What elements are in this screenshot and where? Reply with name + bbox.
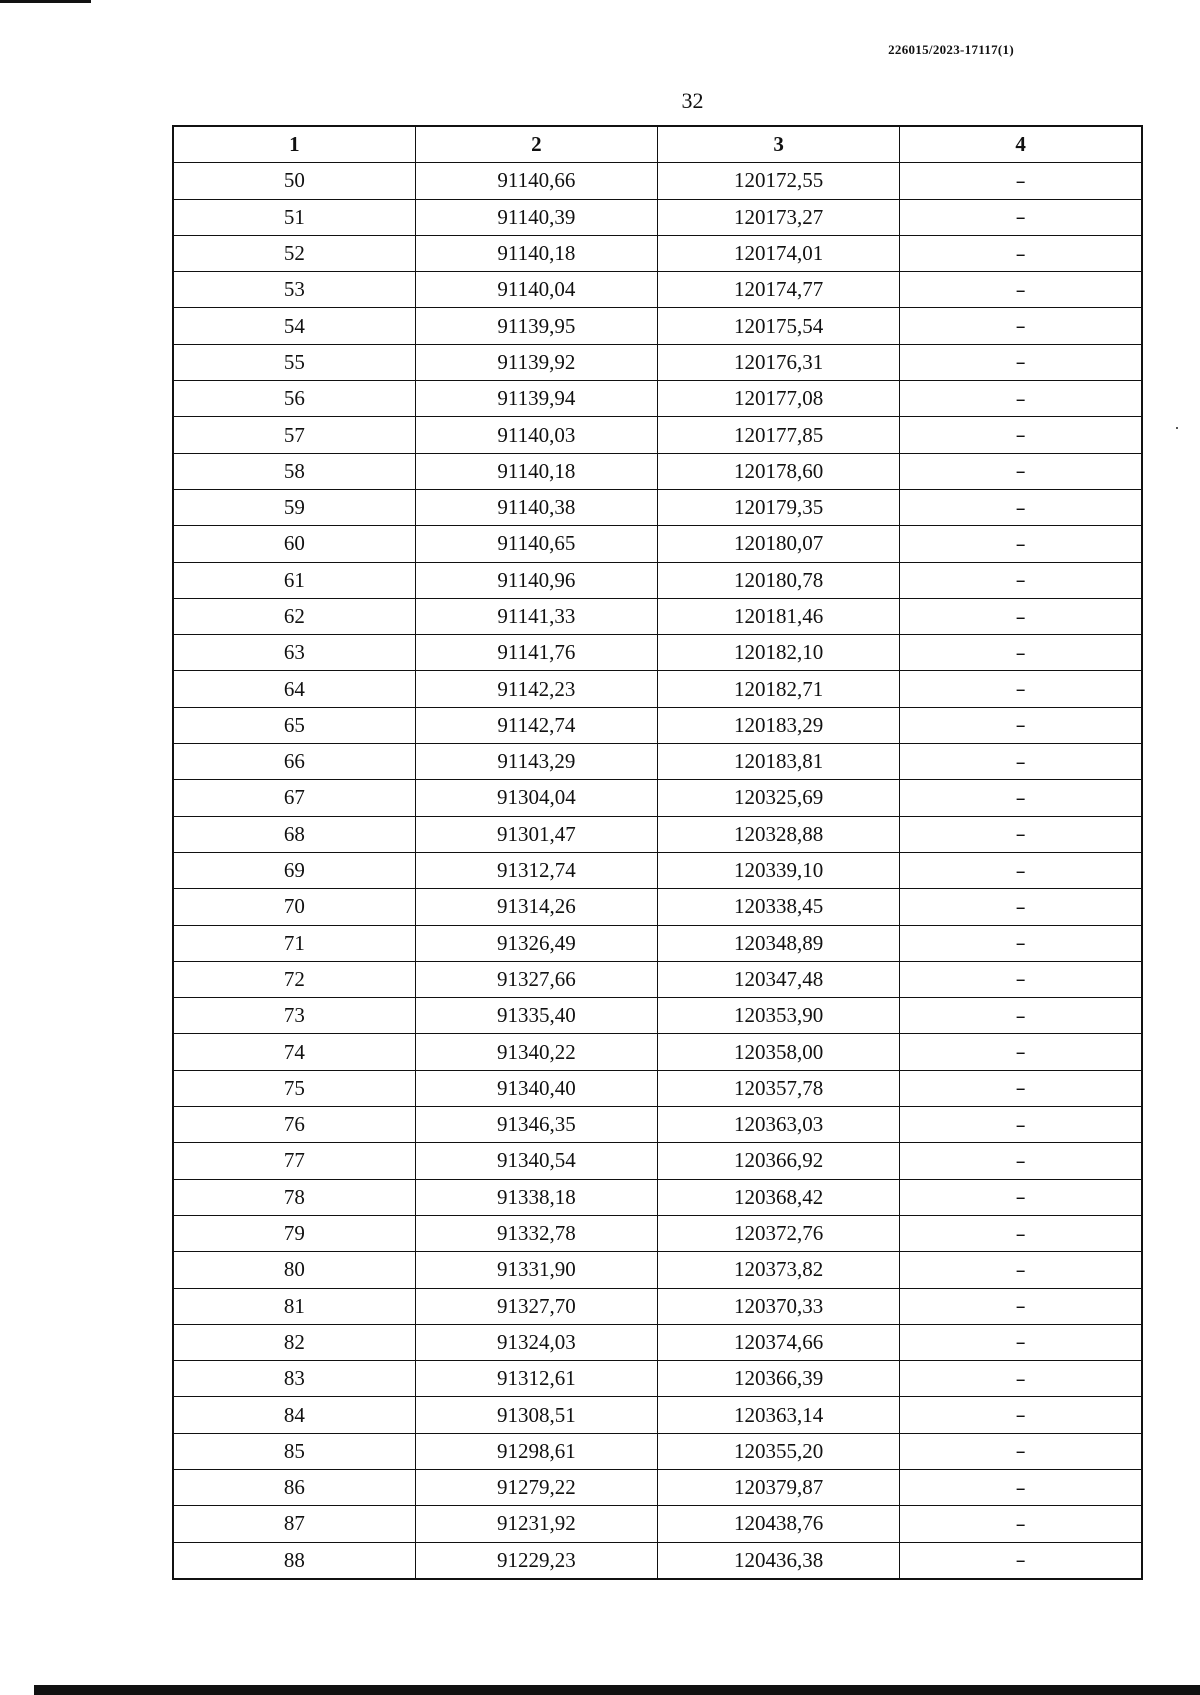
table-row [173, 1252, 1142, 1288]
point-number-cell: 56 [173, 381, 415, 417]
point-number-cell: 55 [173, 344, 415, 380]
x-coordinate-cell: 91324,03 [415, 1324, 657, 1360]
note-cell: – [900, 489, 1142, 525]
note-cell: – [900, 1506, 1142, 1542]
table-row [173, 744, 1142, 780]
point-number-cell: 67 [173, 780, 415, 816]
y-coordinate-cell: 120183,29 [658, 707, 900, 743]
y-coordinate-cell: 120328,88 [658, 816, 900, 852]
note-cell: – [900, 235, 1142, 271]
point-number-cell: 70 [173, 889, 415, 925]
header-row [173, 126, 1142, 163]
note-cell: – [900, 1324, 1142, 1360]
column-header-1: 1 [173, 126, 415, 163]
x-coordinate-cell: 91346,35 [415, 1107, 657, 1143]
table-row [173, 889, 1142, 925]
table-row [173, 852, 1142, 888]
note-cell: – [900, 598, 1142, 634]
x-coordinate-cell: 91331,90 [415, 1252, 657, 1288]
point-number-cell: 81 [173, 1288, 415, 1324]
point-number-cell: 75 [173, 1070, 415, 1106]
point-number-cell: 50 [173, 163, 415, 199]
x-coordinate-cell: 91314,26 [415, 889, 657, 925]
y-coordinate-cell: 120438,76 [658, 1506, 900, 1542]
point-number-cell: 79 [173, 1215, 415, 1251]
y-coordinate-cell: 120357,78 [658, 1070, 900, 1106]
note-cell: – [900, 744, 1142, 780]
x-coordinate-cell: 91139,94 [415, 381, 657, 417]
note-cell: – [900, 562, 1142, 598]
note-cell: – [900, 308, 1142, 344]
point-number-cell: 77 [173, 1143, 415, 1179]
table-row [173, 417, 1142, 453]
point-number-cell: 72 [173, 961, 415, 997]
y-coordinate-cell: 120366,92 [658, 1143, 900, 1179]
x-coordinate-cell: 91231,92 [415, 1506, 657, 1542]
note-cell: – [900, 1433, 1142, 1469]
x-coordinate-cell: 91312,61 [415, 1361, 657, 1397]
note-cell: – [900, 889, 1142, 925]
point-number-cell: 82 [173, 1324, 415, 1360]
y-coordinate-cell: 120183,81 [658, 744, 900, 780]
scan-corner-mark [0, 0, 91, 3]
x-coordinate-cell: 91308,51 [415, 1397, 657, 1433]
table-row [173, 707, 1142, 743]
y-coordinate-cell: 120368,42 [658, 1179, 900, 1215]
y-coordinate-cell: 120174,77 [658, 272, 900, 308]
x-coordinate-cell: 91141,33 [415, 598, 657, 634]
x-coordinate-cell: 91279,22 [415, 1469, 657, 1505]
point-number-cell: 66 [173, 744, 415, 780]
note-cell: – [900, 961, 1142, 997]
note-cell: – [900, 1034, 1142, 1070]
note-cell: – [900, 1469, 1142, 1505]
table-row [173, 344, 1142, 380]
table-row [173, 816, 1142, 852]
note-cell: – [900, 1179, 1142, 1215]
note-cell: – [900, 163, 1142, 199]
y-coordinate-cell: 120182,71 [658, 671, 900, 707]
x-coordinate-cell: 91335,40 [415, 998, 657, 1034]
note-cell: – [900, 925, 1142, 961]
x-coordinate-cell: 91140,38 [415, 489, 657, 525]
point-number-cell: 88 [173, 1542, 415, 1579]
x-coordinate-cell: 91140,66 [415, 163, 657, 199]
y-coordinate-cell: 120180,07 [658, 526, 900, 562]
note-cell: – [900, 417, 1142, 453]
table-row [173, 1034, 1142, 1070]
point-number-cell: 60 [173, 526, 415, 562]
y-coordinate-cell: 120374,66 [658, 1324, 900, 1360]
table-row [173, 671, 1142, 707]
note-cell: – [900, 1288, 1142, 1324]
x-coordinate-cell: 91140,18 [415, 235, 657, 271]
note-cell: – [900, 453, 1142, 489]
note-cell: – [900, 381, 1142, 417]
point-number-cell: 74 [173, 1034, 415, 1070]
table-row [173, 1179, 1142, 1215]
point-number-cell: 86 [173, 1469, 415, 1505]
note-cell: – [900, 1215, 1142, 1251]
point-number-cell: 64 [173, 671, 415, 707]
table-row [173, 1433, 1142, 1469]
table-row [173, 1469, 1142, 1505]
point-number-cell: 85 [173, 1433, 415, 1469]
table-row [173, 961, 1142, 997]
point-number-cell: 80 [173, 1252, 415, 1288]
note-cell: – [900, 635, 1142, 671]
table-row [173, 235, 1142, 271]
note-cell: – [900, 780, 1142, 816]
y-coordinate-cell: 120338,45 [658, 889, 900, 925]
table-row [173, 381, 1142, 417]
x-coordinate-cell: 91340,40 [415, 1070, 657, 1106]
y-coordinate-cell: 120339,10 [658, 852, 900, 888]
x-coordinate-cell: 91301,47 [415, 816, 657, 852]
table-row [173, 163, 1142, 199]
table-row [173, 1506, 1142, 1542]
x-coordinate-cell: 91332,78 [415, 1215, 657, 1251]
note-cell: – [900, 1542, 1142, 1579]
table-row [173, 1542, 1142, 1579]
point-number-cell: 68 [173, 816, 415, 852]
table-row [173, 272, 1142, 308]
point-number-cell: 69 [173, 852, 415, 888]
note-cell: – [900, 1397, 1142, 1433]
point-number-cell: 83 [173, 1361, 415, 1397]
point-number-cell: 87 [173, 1506, 415, 1542]
x-coordinate-cell: 91141,76 [415, 635, 657, 671]
y-coordinate-cell: 120347,48 [658, 961, 900, 997]
y-coordinate-cell: 120172,55 [658, 163, 900, 199]
table-row [173, 453, 1142, 489]
x-coordinate-cell: 91340,54 [415, 1143, 657, 1179]
note-cell: – [900, 1070, 1142, 1106]
page-number: 32 [681, 88, 704, 113]
table-row [173, 489, 1142, 525]
y-coordinate-cell: 120180,78 [658, 562, 900, 598]
y-coordinate-cell: 120181,46 [658, 598, 900, 634]
point-number-cell: 59 [173, 489, 415, 525]
table-row [173, 1324, 1142, 1360]
y-coordinate-cell: 120373,82 [658, 1252, 900, 1288]
table-body [173, 163, 1142, 1579]
x-coordinate-cell: 91139,95 [415, 308, 657, 344]
note-cell: – [900, 199, 1142, 235]
note-cell: – [900, 272, 1142, 308]
x-coordinate-cell: 91140,96 [415, 562, 657, 598]
table-row [173, 925, 1142, 961]
y-coordinate-cell: 120353,90 [658, 998, 900, 1034]
table-row [173, 780, 1142, 816]
column-header-2: 2 [415, 126, 657, 163]
x-coordinate-cell: 91140,39 [415, 199, 657, 235]
y-coordinate-cell: 120176,31 [658, 344, 900, 380]
y-coordinate-cell: 120366,39 [658, 1361, 900, 1397]
point-number-cell: 62 [173, 598, 415, 634]
point-number-cell: 58 [173, 453, 415, 489]
table-row [173, 1288, 1142, 1324]
table-row [173, 199, 1142, 235]
table-row [173, 1107, 1142, 1143]
table-row [173, 1361, 1142, 1397]
note-cell: – [900, 1361, 1142, 1397]
point-number-cell: 54 [173, 308, 415, 344]
note-cell: – [900, 526, 1142, 562]
x-coordinate-cell: 91143,29 [415, 744, 657, 780]
point-number-cell: 73 [173, 998, 415, 1034]
column-header-4: 4 [900, 126, 1142, 163]
point-number-cell: 52 [173, 235, 415, 271]
note-cell: – [900, 852, 1142, 888]
y-coordinate-cell: 120363,03 [658, 1107, 900, 1143]
point-number-cell: 78 [173, 1179, 415, 1215]
y-coordinate-cell: 120325,69 [658, 780, 900, 816]
note-cell: – [900, 671, 1142, 707]
note-cell: – [900, 1107, 1142, 1143]
y-coordinate-cell: 120174,01 [658, 235, 900, 271]
point-number-cell: 57 [173, 417, 415, 453]
column-header-3: 3 [658, 126, 900, 163]
x-coordinate-cell: 91312,74 [415, 852, 657, 888]
y-coordinate-cell: 120355,20 [658, 1433, 900, 1469]
point-number-cell: 71 [173, 925, 415, 961]
x-coordinate-cell: 91140,03 [415, 417, 657, 453]
y-coordinate-cell: 120173,27 [658, 199, 900, 235]
y-coordinate-cell: 120179,35 [658, 489, 900, 525]
table-row [173, 598, 1142, 634]
x-coordinate-cell: 91338,18 [415, 1179, 657, 1215]
y-coordinate-cell: 120178,60 [658, 453, 900, 489]
y-coordinate-cell: 120363,14 [658, 1397, 900, 1433]
table-row [173, 1215, 1142, 1251]
y-coordinate-cell: 120182,10 [658, 635, 900, 671]
note-cell: – [900, 816, 1142, 852]
y-coordinate-cell: 120358,00 [658, 1034, 900, 1070]
point-number-cell: 84 [173, 1397, 415, 1433]
x-coordinate-cell: 91327,70 [415, 1288, 657, 1324]
note-cell: – [900, 998, 1142, 1034]
x-coordinate-cell: 91140,18 [415, 453, 657, 489]
y-coordinate-cell: 120177,85 [658, 417, 900, 453]
x-coordinate-cell: 91304,04 [415, 780, 657, 816]
table-row [173, 1397, 1142, 1433]
y-coordinate-cell: 120372,76 [658, 1215, 900, 1251]
x-coordinate-cell: 91326,49 [415, 925, 657, 961]
x-coordinate-cell: 91298,61 [415, 1433, 657, 1469]
point-number-cell: 51 [173, 199, 415, 235]
point-number-cell: 65 [173, 707, 415, 743]
coordinates-table [172, 125, 1143, 1580]
x-coordinate-cell: 91139,92 [415, 344, 657, 380]
y-coordinate-cell: 120175,54 [658, 308, 900, 344]
x-coordinate-cell: 91340,22 [415, 1034, 657, 1070]
table-row [173, 526, 1142, 562]
x-coordinate-cell: 91229,23 [415, 1542, 657, 1579]
table-header [173, 126, 1142, 163]
table-row [173, 308, 1142, 344]
x-coordinate-cell: 91142,74 [415, 707, 657, 743]
point-number-cell: 61 [173, 562, 415, 598]
note-cell: – [900, 1252, 1142, 1288]
x-coordinate-cell: 91140,04 [415, 272, 657, 308]
y-coordinate-cell: 120370,33 [658, 1288, 900, 1324]
note-cell: – [900, 344, 1142, 380]
scan-bottom-edge [34, 1685, 1200, 1695]
y-coordinate-cell: 120348,89 [658, 925, 900, 961]
point-number-cell: 53 [173, 272, 415, 308]
x-coordinate-cell: 91142,23 [415, 671, 657, 707]
y-coordinate-cell: 120177,08 [658, 381, 900, 417]
y-coordinate-cell: 120379,87 [658, 1469, 900, 1505]
table-row [173, 1070, 1142, 1106]
y-coordinate-cell: 120436,38 [658, 1542, 900, 1579]
point-number-cell: 63 [173, 635, 415, 671]
table-row [173, 635, 1142, 671]
table-row [173, 1143, 1142, 1179]
table-row [173, 998, 1142, 1034]
point-number-cell: 76 [173, 1107, 415, 1143]
document-number: 226015/2023-17117(1) [888, 42, 1014, 57]
note-cell: – [900, 1143, 1142, 1179]
table-row [173, 562, 1142, 598]
scan-speck [1176, 427, 1178, 429]
x-coordinate-cell: 91140,65 [415, 526, 657, 562]
x-coordinate-cell: 91327,66 [415, 961, 657, 997]
note-cell: – [900, 707, 1142, 743]
